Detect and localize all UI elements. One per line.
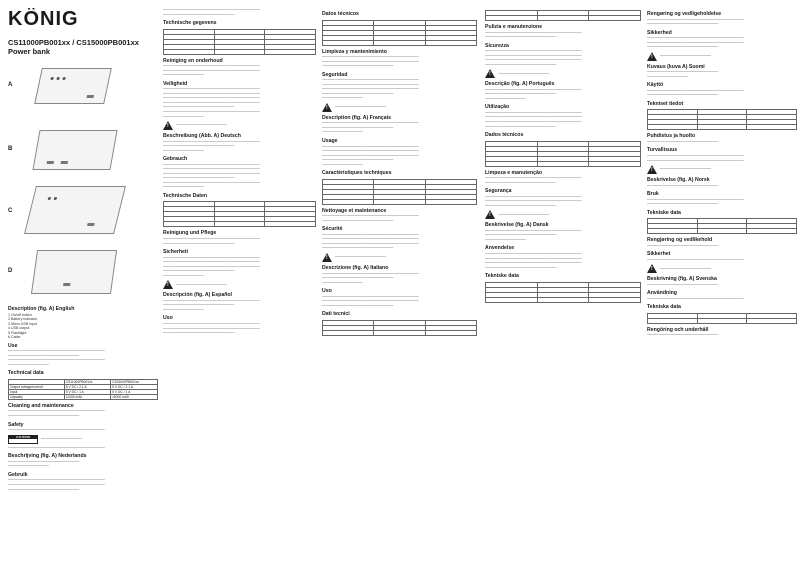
section-heading: Sikkerhed <box>647 29 672 36</box>
body-line: ────────────────────────────────────── <box>8 358 105 363</box>
body-line: ──────────────────────────── <box>322 125 394 130</box>
body-line: ──────────────────────────── <box>485 35 557 40</box>
section-heading: Safety <box>8 421 24 428</box>
body-line: ────────────────────────────────────── <box>163 236 260 241</box>
body-line: ──────────────────────────── <box>163 331 235 336</box>
body-line: ────────────────────────────────────── <box>163 264 260 269</box>
section-heading: Bruk <box>647 191 659 198</box>
spec-table <box>647 313 797 324</box>
list-item: 2 Battery indicator <box>8 317 37 322</box>
spec-table <box>485 141 641 167</box>
list-item: 6 Cable <box>8 335 21 340</box>
body-line: ──────────────────────────── <box>322 91 394 96</box>
body-line: ────────────────────────────────────── <box>322 237 419 242</box>
body-line: ────────────────────────────────────── <box>647 153 744 158</box>
section-heading: Segurança <box>485 188 512 195</box>
figure-label-b: B <box>8 146 13 152</box>
body-line: ──────────────────────────── <box>8 414 80 419</box>
warning-row <box>322 103 477 112</box>
body-line: ──────────────── <box>322 130 363 135</box>
warning-triangle-icon: ! <box>163 121 173 130</box>
column-2 <box>163 8 316 336</box>
section-heading: Beskrivning (fig. A) Svenska <box>647 276 717 283</box>
body-line: ────────────────────────────────────── <box>8 349 105 354</box>
model-numbers: CS11000PB001xx / CS15000PB001xx <box>8 38 139 47</box>
body-line: ────────────────────────────────────── <box>485 115 582 120</box>
spec-table: CS11000PB001xx CS15000PB001xx Output voltage/current 5 V DC / 2.1 A 5 V DC / 2.1 A Input 5 V DC / 1 A 5 V DC / 1 A Capacity 11000 mAh 15000 mAh <box>8 379 158 400</box>
body-line: ──────────────────────────── <box>163 303 235 308</box>
section-heading: Rengøring og vedligeholdelse <box>647 11 722 17</box>
section-heading: Sécurité <box>322 226 343 233</box>
body-line: ────────────────────────────────────── <box>485 194 582 199</box>
body-line: ──────────────────────────── <box>647 139 719 144</box>
body-line: ──────────────────────────── <box>322 303 394 308</box>
section-heading: Limpieza y mantenimiento <box>322 48 387 55</box>
spec-table <box>163 201 316 227</box>
body-line: ────────────────────────────────────── <box>485 176 582 181</box>
body-line: ────────────────────────────────────── <box>485 30 582 35</box>
warning-row <box>163 280 316 289</box>
body-line: ──────────────────────────── <box>163 176 235 181</box>
section-heading: Beschreibung (Abb. A) Deutsch <box>163 133 241 140</box>
section-heading: Technische Daten <box>163 192 208 199</box>
section-heading: Use <box>8 342 18 349</box>
body-line: ──────────────────────────── <box>647 183 719 188</box>
warning-triangle-icon: ! <box>485 69 495 78</box>
body-line: ────────────────────────────────────── <box>322 78 419 83</box>
body-line: ────────────────────────────────────── <box>485 199 582 204</box>
body-line: ────────────────────────────────────── <box>8 482 105 487</box>
section-heading: Rengöring och underhåll <box>647 326 709 333</box>
body-line: ────────────────────────────────────── <box>485 87 582 92</box>
warning-triangle-icon: ! <box>647 52 657 61</box>
body-line: ──────────────────── <box>660 266 711 271</box>
body-line: ──────────────────────────── <box>485 233 557 238</box>
body-line: ────────────────────────────────────── <box>485 120 582 125</box>
body-line: ────────────────────────────────────── <box>163 109 260 114</box>
warning-triangle-icon: ! <box>163 280 173 289</box>
body-line: ──────────────────────────── <box>322 276 394 281</box>
body-line: ──────────────────────────── <box>163 144 235 149</box>
section-heading: Tekniset tiedot <box>647 100 684 107</box>
body-line: ──────────────────────────── <box>322 158 394 163</box>
section-heading: Reinigung und Pflege <box>163 230 217 237</box>
warning-triangle-icon: ! <box>485 210 495 219</box>
body-line: ────────────────────────────────────── <box>322 149 419 154</box>
body-line: ──────────────────── <box>335 255 386 260</box>
body-line: ──────────────────── <box>498 71 549 76</box>
body-line: ──────────────── <box>322 162 363 167</box>
body-line: ──────────────── <box>647 74 688 79</box>
body-line: ────────────────────────────────────── <box>647 40 744 45</box>
body-line: ──────────────── <box>41 436 82 441</box>
section-heading: Tekniske data <box>485 273 519 280</box>
body-line: ────────────────────────────────────── <box>163 260 260 265</box>
spec-table <box>647 218 797 234</box>
figure-label-d: D <box>8 268 13 274</box>
section-heading: Nettoyage et maintenance <box>322 207 387 214</box>
body-line: ──────────────────── <box>176 282 227 287</box>
body-line: ──────────────────── <box>176 123 227 128</box>
body-line: ──────────────── <box>8 362 49 367</box>
body-line: ──────────────────────────── <box>163 12 235 17</box>
section-heading: Turvallisuus <box>647 147 678 154</box>
spec-table <box>163 29 316 55</box>
body-line: ────────────────────────────────────── <box>322 294 419 299</box>
body-line: ──────────────────────────── <box>163 241 235 246</box>
product-title: Power bank <box>8 47 51 56</box>
body-line: ────────────────────────────────────── <box>163 139 260 144</box>
body-line: ────────────────────────────────────── <box>485 53 582 58</box>
section-heading: Sikkerhet <box>647 251 671 258</box>
body-line: ──────────────────────────── <box>485 92 557 97</box>
body-line: ──────────────────────────── <box>485 62 557 67</box>
section-heading: Dati tecnici <box>322 311 350 318</box>
section-heading: Technical data <box>8 370 44 377</box>
body-line: ────────────────────────────────────── <box>647 36 744 41</box>
body-line: ──────────────── <box>163 73 204 78</box>
body-line: ────────────────────────────────────── <box>322 55 419 59</box>
body-line: ────────────────────────────────────── <box>163 100 260 105</box>
section-heading: Uso <box>322 288 332 295</box>
body-line: ────────────────────────────────────── <box>485 49 582 54</box>
body-line: ──────────────────────────── <box>163 269 235 274</box>
section-heading: Kuvaus (kuva A) Suomi <box>647 63 705 70</box>
body-line: ────────────────────────────────────── <box>8 428 105 433</box>
section-heading: Veiligheid <box>163 80 188 87</box>
warning-row <box>163 121 316 130</box>
column-4 <box>485 8 641 305</box>
body-line: ────────────────────────────────────── <box>163 162 260 167</box>
body-line: ──────────────────────────── <box>647 93 719 98</box>
section-heading: Reiniging en onderhoud <box>163 57 223 64</box>
figure-a-powerbank <box>34 68 112 104</box>
body-line: ────────────────────────────────────── <box>322 299 419 304</box>
body-line: ──────────────────────────── <box>647 282 719 287</box>
section-heading: Beschrijving (fig. A) Nederlands <box>8 453 87 460</box>
section-heading: Pulizia e manutenzione <box>485 24 543 30</box>
warning-triangle-icon: ! <box>647 264 657 273</box>
body-line: ────────────────────────────────────── <box>163 171 260 176</box>
section-heading: Anvendelse <box>485 245 515 252</box>
section-heading: Cleaning and maintenance <box>8 402 74 409</box>
body-line: ──────────────────────────── <box>485 203 557 208</box>
section-heading: Puhdistus ja huolto <box>647 133 696 140</box>
section-heading: Descrizione (fig. A) Italiano <box>322 265 389 272</box>
section-heading: Tekniska data <box>647 304 681 311</box>
body-line: ──────────────────────────── <box>647 22 719 27</box>
figure-c-powerbank <box>24 186 126 234</box>
body-line: ──────────────── <box>322 280 363 285</box>
body-line: ────────────────────────────────────── <box>647 88 744 93</box>
section-heading: Description (fig. A) Français <box>322 114 391 121</box>
spec-table <box>322 179 477 205</box>
section-heading: Utilização <box>485 104 510 111</box>
figure-d-powerbank <box>31 250 117 294</box>
body-line: ──────────────────── <box>335 105 386 110</box>
body-line: ──────────────────────────── <box>647 333 719 338</box>
body-line: ────────────────────────────────────── <box>163 8 260 12</box>
section-heading: Beskrivelse (fig. A) Norsk <box>647 177 710 184</box>
body-line: ────────────────────────────────────── <box>322 59 419 64</box>
body-line: ──────────────────────────── <box>647 243 719 248</box>
figure-label-c: C <box>8 208 13 214</box>
section-heading: Gebruik <box>8 471 28 478</box>
body-line: ────────────────────────────────────── <box>322 144 419 149</box>
caution-label: CAUTION <box>8 435 38 444</box>
body-line: ────────────────────────────────────── <box>163 326 260 331</box>
section-heading: Datos técnicos <box>322 11 359 17</box>
body-line: ──────────────── <box>163 114 204 119</box>
warning-row <box>485 69 641 78</box>
section-heading: Caractéristiques techniques <box>322 170 392 177</box>
body-line: ──────────────────────────── <box>322 246 394 251</box>
brand-logo: KÖNIG <box>8 8 79 30</box>
warning-row <box>647 165 797 174</box>
body-line: ────────────────────────────────────── <box>163 68 260 73</box>
body-line: ──────────────── <box>163 273 204 278</box>
section-heading: Description (fig. A) English <box>8 306 75 312</box>
body-line: ──────────────────────────── <box>485 180 557 185</box>
body-line: ────────────────────────────────────── <box>322 121 419 126</box>
body-line: ──────────────────── <box>660 167 711 172</box>
spec-table <box>322 20 477 46</box>
spec-table <box>647 109 797 130</box>
body-line: ────────────────────────────────────── <box>8 409 105 414</box>
body-line: ──────────────────────────── <box>8 353 80 358</box>
section-heading: Descripción (fig. A) Español <box>163 292 232 299</box>
body-line: ──────────────────────────── <box>322 64 394 69</box>
section-heading: Användning <box>647 290 677 297</box>
warning-row <box>647 52 797 61</box>
list-item: 4 USB output <box>8 326 30 331</box>
body-line: ────────────────────────────────────── <box>485 256 582 261</box>
warning-triangle-icon: ! <box>322 103 332 112</box>
body-line: ────────────────────────────────────── <box>322 232 419 237</box>
body-line: ────────────────────────────────────── <box>322 241 419 246</box>
body-line: ──────────────────────────── <box>8 487 80 492</box>
section-heading: Beskrivelse (fig. A) Dansk <box>485 222 549 229</box>
body-line: ────────────────────────────────────── <box>163 91 260 96</box>
body-line: ──────────────────────────── <box>647 202 719 207</box>
warning-row <box>8 435 158 444</box>
body-line: ────────────────────────────────────── <box>647 158 744 163</box>
warning-row <box>647 264 797 273</box>
section-heading: Limpeza e manutenção <box>485 169 543 176</box>
list-item: 5 Flashlight <box>8 330 27 335</box>
column-3 <box>322 8 477 338</box>
body-line: ────────────────────────────────────── <box>647 17 744 22</box>
body-line: ──────────────── <box>485 96 526 101</box>
column-1 <box>8 8 158 492</box>
section-heading: Rengjøring og vedlikehold <box>647 237 713 244</box>
section-heading: Käyttö <box>647 82 664 89</box>
section-heading: Seguridad <box>322 71 348 78</box>
warning-triangle-icon: ! <box>647 165 657 174</box>
spec-table <box>485 282 641 303</box>
body-line: ──────────────── <box>8 464 49 469</box>
body-line: ──────────────────────────── <box>163 105 235 110</box>
spec-table <box>485 10 641 21</box>
body-line: ────────────────────────────────────── <box>163 298 260 303</box>
list-item: 3 Micro USB input <box>8 321 37 326</box>
body-line: ────────────────────────────────────── <box>647 257 744 262</box>
body-line: ────────────────────────────────────── <box>8 445 105 450</box>
body-line: ──────────────── <box>485 237 526 242</box>
section-heading: Gebrauch <box>163 156 188 163</box>
body-line: ────────────────────────────────────── <box>647 296 744 301</box>
body-line: ────────────────────────────────────── <box>322 87 419 92</box>
body-line: ────────────────────────────────────── <box>322 271 419 276</box>
section-heading: Sicurezza <box>485 42 509 49</box>
list-item: 1 On/off button <box>8 312 32 317</box>
body-line: ────────────────────────────────────── <box>485 251 582 256</box>
column-5 <box>647 8 797 338</box>
body-line: ────────────────────────────────────── <box>322 214 419 219</box>
body-line: ────────────────────────────────────── <box>163 255 260 260</box>
body-line: ────────────────────────────────────── <box>163 64 260 69</box>
body-line: ────────────────────────────────────── <box>485 261 582 266</box>
body-line: ──────────────────── <box>498 212 549 217</box>
body-line: ────────────────────────────────────── <box>647 197 744 202</box>
body-line: ────────────────────────────────────── <box>163 167 260 172</box>
section-heading: Uso <box>163 315 173 322</box>
body-line: ──────────────────────────── <box>647 45 719 50</box>
body-line: ──────────────────── <box>660 53 711 58</box>
body-line: ──────────────── <box>163 148 204 153</box>
body-line: ────────────────────────────────────── <box>163 321 260 326</box>
body-line: ──────────────────────────── <box>8 459 80 464</box>
figure-b-powerbank <box>32 130 117 170</box>
body-line: ────────────────────────────────────── <box>8 478 105 483</box>
body-line: ────────────────────────────────────── <box>485 110 582 115</box>
body-line: ────────────────────────────────────── <box>322 153 419 158</box>
spec-table <box>322 320 477 336</box>
body-line: ────────────────────────────────────── <box>163 96 260 101</box>
section-heading: Usage <box>322 138 338 145</box>
section-heading: Sicherheit <box>163 249 189 256</box>
body-line: ──────────────────────────── <box>485 265 557 270</box>
body-line: ────────────────────────────────────── <box>322 82 419 87</box>
body-line: ──────────────── <box>163 307 204 312</box>
section-heading: Dados técnicos <box>485 132 524 139</box>
body-line: ────────────────────────────────────── <box>485 58 582 63</box>
body-line: ──────────────────────────── <box>485 124 557 129</box>
body-line: ──────────────── <box>322 96 363 101</box>
figure-label-a: A <box>8 82 13 88</box>
body-line: ────────────────────────────────────── <box>485 228 582 233</box>
section-heading: Technische gegevens <box>163 20 217 27</box>
body-line: ────────────────────────────────────── <box>163 180 260 185</box>
warning-row <box>485 210 641 219</box>
warning-row <box>322 253 477 262</box>
section-heading: Tekniske data <box>647 209 681 216</box>
section-heading: Descrição (fig. A) Português <box>485 81 555 88</box>
body-line: ──────────────── <box>163 185 204 190</box>
body-line: ──────────────────────────── <box>647 70 719 75</box>
body-line: ──────────────────────────── <box>322 218 394 223</box>
body-line: ────────────────────────────────────── <box>163 87 260 92</box>
product-figures <box>8 68 158 303</box>
warning-triangle-icon: ! <box>322 253 332 262</box>
